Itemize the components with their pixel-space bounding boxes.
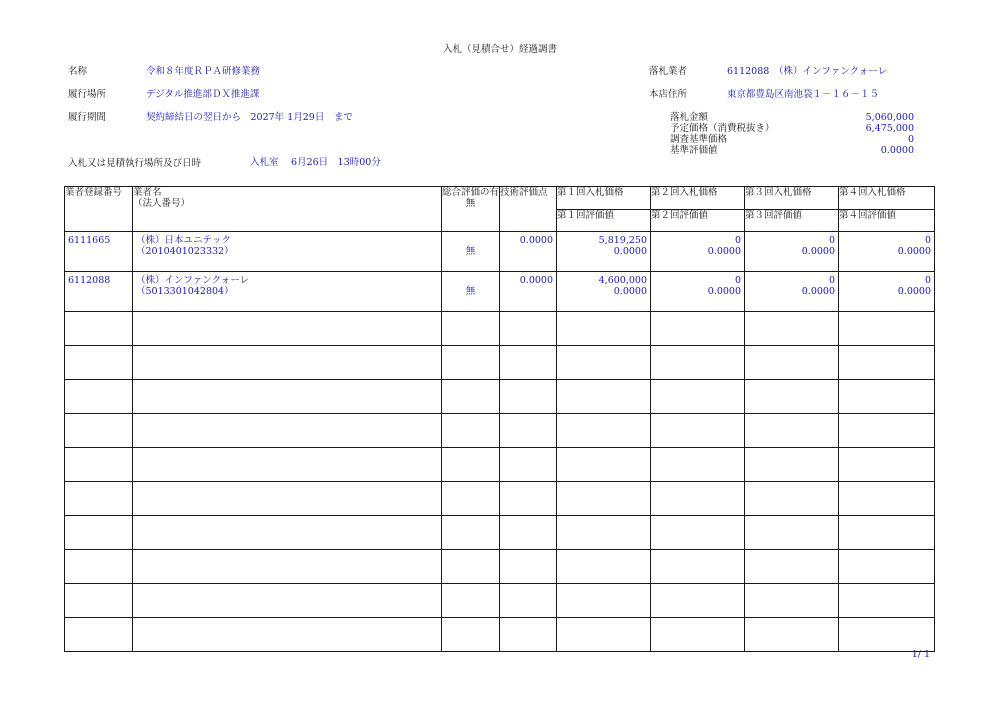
reg-number: 6112088 [65, 272, 133, 312]
empty-row [65, 380, 935, 414]
col-header-price-2: 第２回入札価格 [651, 187, 745, 210]
price-1: 4,600,000 [598, 275, 647, 286]
overall-flag: 無 [465, 286, 476, 297]
col-header-eval-1: 第１回評価値 [557, 210, 651, 232]
price-2: 0 [734, 235, 741, 246]
page-number: 1/ 1 [911, 649, 930, 660]
empty-row [65, 312, 935, 346]
location-value: デジタル推進部ＤＸ推進課 [146, 89, 260, 100]
venue-label: 入札又は見積執行場所及び日時 [68, 158, 202, 169]
col-header-price-4: 第４回入札価格 [839, 187, 935, 210]
address-value: 東京都豊島区南池袋１－１６－１５ [727, 89, 880, 100]
address-label: 本店住所 [649, 89, 688, 100]
eval-2: 0.0000 [707, 246, 741, 257]
winner-label: 落札業者 [649, 66, 688, 77]
venue-value: 入札室 6月26日 13時00分 [250, 157, 381, 168]
name-label: 名称 [68, 66, 88, 77]
price-1: 5,819,250 [598, 235, 647, 246]
eval-4: 0.0000 [897, 286, 931, 297]
company-name: （株）日本ユニテック [136, 235, 232, 246]
survey-base-value: 0 [907, 134, 914, 145]
name-value: 令和８年度ＲＰＡ研修業務 [146, 66, 261, 77]
empty-row [65, 618, 935, 652]
price-3: 0 [828, 275, 835, 286]
winner-value: 6112088 （株）インファンクォーレ [727, 66, 888, 77]
eval-2: 0.0000 [707, 286, 741, 297]
base-eval-label: 基準評価値 [670, 145, 718, 156]
col-header-name-sub: （法人番号） [133, 198, 191, 209]
period-label: 履行期間 [68, 112, 107, 123]
table-row [65, 232, 935, 272]
eval-3: 0.0000 [801, 246, 835, 257]
empty-row [65, 346, 935, 380]
estimated-price-label: 予定価格（消費税抜き） [670, 123, 775, 134]
price-4: 0 [924, 275, 931, 286]
reg-number: 6111665 [65, 232, 133, 272]
eval-1: 0.0000 [613, 286, 647, 297]
price-3: 0 [828, 235, 835, 246]
bid-amount-label: 落札金額 [670, 112, 709, 123]
document-title: 入札（見積合せ）経過調書 [442, 44, 557, 55]
company-cell [133, 232, 442, 272]
col-header-price-1: 第１回入札価格 [557, 187, 651, 210]
empty-row [65, 482, 935, 516]
col-header-tech: 技術評価点 [500, 187, 557, 232]
tech-score: 0.0000 [500, 272, 557, 312]
estimated-price-value: 6,475,000 [865, 123, 914, 134]
empty-row [65, 584, 935, 618]
corporate-number: （5013301042804） [136, 286, 234, 297]
bid-amount-value: 5,060,000 [865, 112, 914, 123]
price-2: 0 [734, 275, 741, 286]
eval-3: 0.0000 [801, 286, 835, 297]
survey-base-label: 調査基準価格 [670, 134, 728, 145]
col-header-name [133, 187, 442, 232]
bid-table [64, 186, 935, 652]
empty-row [65, 550, 935, 584]
col-header-price-3: 第３回入札価格 [745, 187, 839, 210]
col-header-eval-2: 第２回評価値 [651, 210, 745, 232]
col-header-overall: 総合評価の有無 [442, 187, 500, 232]
col-header-name-main: 業者名 [133, 187, 162, 198]
col-header-reg: 業者登録番号 [65, 187, 133, 232]
empty-row [65, 448, 935, 482]
empty-row [65, 516, 935, 550]
location-label: 履行場所 [68, 89, 107, 100]
col-header-eval-4: 第４回評価値 [839, 210, 935, 232]
overall-flag: 無 [465, 246, 476, 257]
base-eval-value: 0.0000 [880, 145, 914, 156]
eval-4: 0.0000 [897, 246, 931, 257]
price-4: 0 [924, 235, 931, 246]
corporate-number: （2010401023332） [136, 246, 234, 257]
empty-row [65, 414, 935, 448]
period-value: 契約締結日の翌日から 2027年 1月29日 まで [146, 112, 353, 123]
company-name: （株）インファンクォーレ [136, 275, 250, 286]
eval-1: 0.0000 [613, 246, 647, 257]
table-row [65, 272, 935, 312]
col-header-eval-3: 第３回評価値 [745, 210, 839, 232]
tech-score: 0.0000 [500, 232, 557, 272]
company-cell [133, 272, 442, 312]
